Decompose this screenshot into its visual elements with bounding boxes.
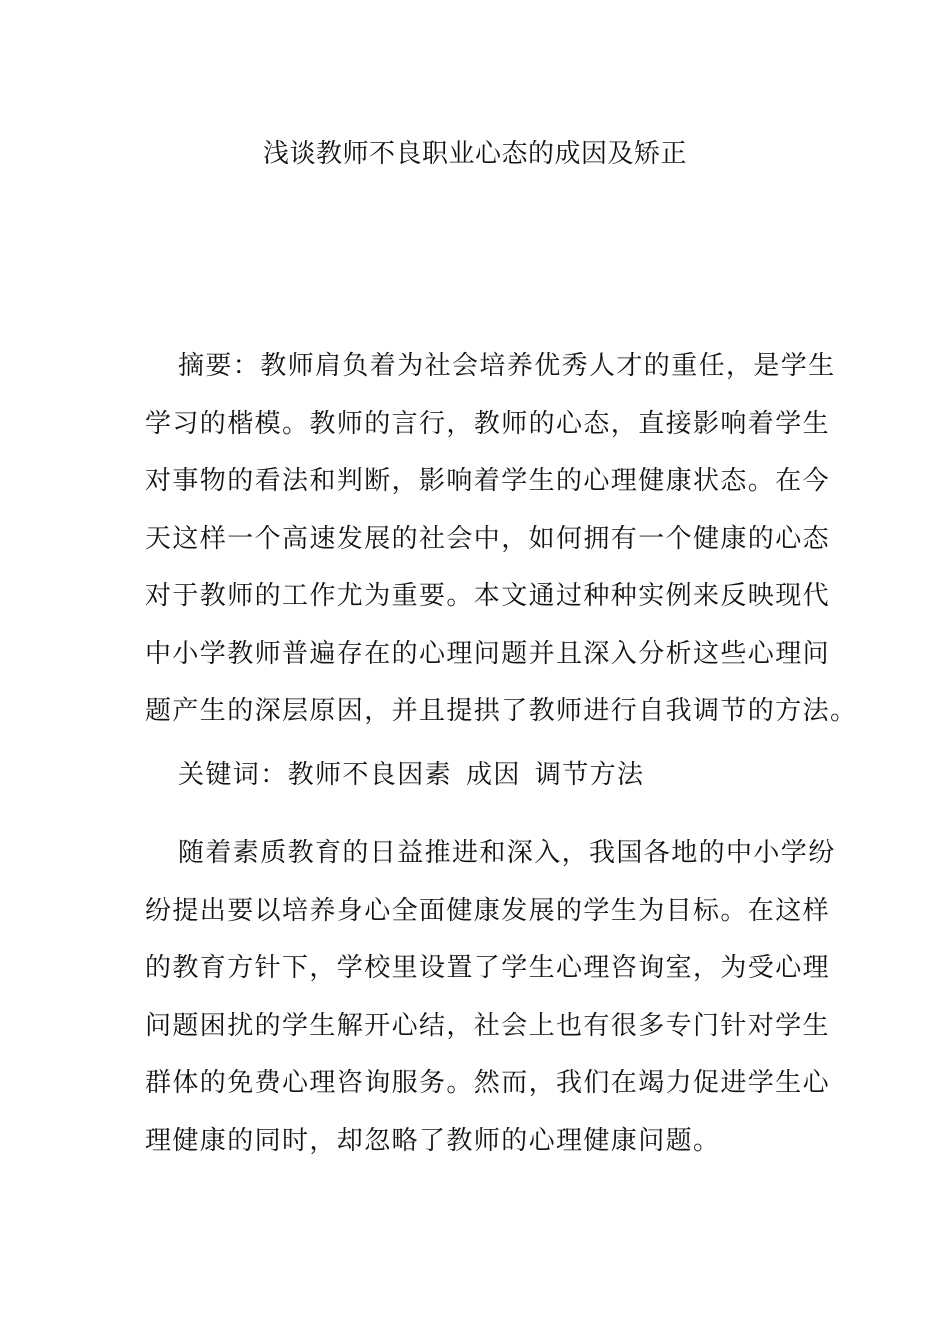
keywords-label: 关键词： <box>178 760 288 790</box>
abstract-line: 对于教师的工作尤为重要。本文通过种种实例来反映现代 <box>145 581 831 611</box>
keyword-item: 成因 <box>466 760 521 790</box>
keyword-item: 教师不良因素 <box>287 760 453 790</box>
intro-line: 纷提出要以培养身心全面健康发展的学生为目标。在这样 <box>145 895 831 926</box>
intro-line: 的教育方针下，学校里设置了学生心理咨询室，为受心理 <box>145 953 831 983</box>
abstract-line: 天这样一个高速发展的社会中，如何拥有一个健康的心态 <box>145 523 831 554</box>
keyword-item: 调节方法 <box>534 760 645 790</box>
abstract-line: 摘要：教师肩负着为社会培养优秀人才的重任，是学生 <box>178 351 836 381</box>
document-title: 浅谈教师不良职业心态的成因及矫正 <box>262 139 687 169</box>
abstract-line: 题产生的深层原因，并且提拱了教师进行自我调节的方法。 <box>145 696 858 726</box>
abstract-paragraph <box>145 338 858 741</box>
abstract-line: 中小学教师普遍存在的心理问题并且深入分析这些心理问 <box>145 638 831 669</box>
intro-line: 群体的免费心理咨询服务。然而，我们在竭力促进学生心 <box>145 1068 831 1098</box>
intro-line: 理健康的同时，却忽略了教师的心理健康问题。 <box>145 1125 721 1156</box>
keywords-line <box>145 752 807 798</box>
intro-line: 随着素质教育的日益推进和深入，我国各地的中小学纷 <box>178 838 836 868</box>
intro-paragraph <box>145 825 836 1170</box>
abstract-line: 学习的楷模。教师的言行，教师的心态，直接影响着学生 <box>145 408 831 439</box>
intro-line: 问题困扰的学生解开心结，社会上也有很多专门针对学生 <box>145 1010 831 1041</box>
abstract-line: 对事物的看法和判断，影响着学生的心理健康状态。在今 <box>145 466 831 496</box>
